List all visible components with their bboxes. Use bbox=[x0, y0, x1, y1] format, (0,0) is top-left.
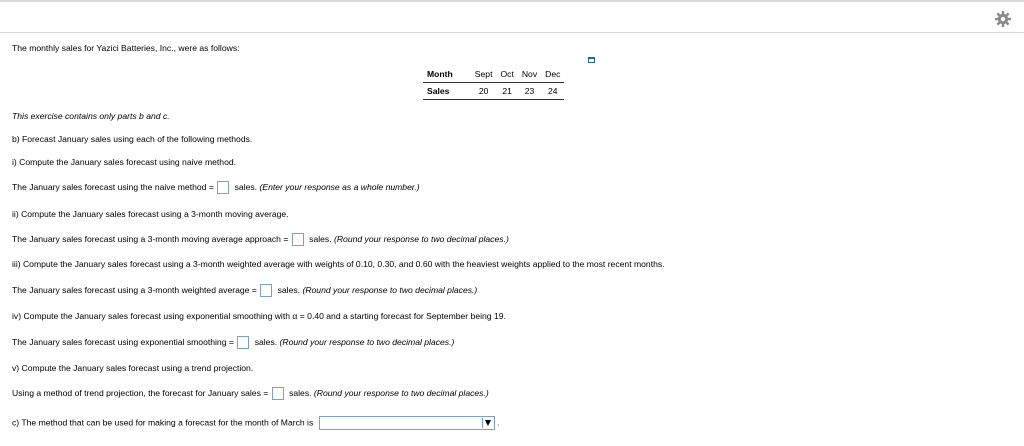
answer-hint: (Enter your response as a whole number.) bbox=[259, 181, 420, 192]
answer-hint: (Round your response to two decimal places.) bbox=[302, 284, 478, 295]
sales-cell: 20 bbox=[471, 83, 497, 100]
answer-label: The January sales forecast using a 3-month weighted average = bbox=[12, 284, 257, 295]
month-header: Month bbox=[423, 66, 471, 83]
answer-unit: sales. bbox=[309, 233, 332, 244]
answer-line-exponential-smoothing bbox=[12, 336, 454, 349]
answer-label: The January sales forecast using a 3-month moving average approach = bbox=[12, 233, 289, 244]
march-method-select[interactable] bbox=[319, 416, 495, 430]
answer-label: The January sales forecast using the naive method = bbox=[12, 181, 214, 192]
table-row bbox=[423, 66, 564, 83]
naive-answer-input[interactable] bbox=[217, 181, 229, 194]
answer-line-moving-average bbox=[12, 233, 509, 246]
sales-header: Sales bbox=[423, 83, 471, 100]
month-cell: Dec bbox=[541, 66, 564, 83]
sales-cell: 24 bbox=[541, 83, 564, 100]
table-row bbox=[423, 83, 564, 100]
sales-table bbox=[423, 66, 564, 100]
dropdown-arrow-icon[interactable] bbox=[482, 418, 493, 428]
month-cell: Sept bbox=[471, 66, 497, 83]
answer-line-trend-projection bbox=[12, 387, 489, 400]
sales-cell: 21 bbox=[496, 83, 517, 100]
part-c-question: c) The method that can be used for making a forecast for the month of March is bbox=[12, 417, 314, 428]
month-cell: Nov bbox=[518, 66, 541, 83]
top-toolbar bbox=[0, 0, 1024, 33]
moving-average-answer-input[interactable] bbox=[292, 233, 304, 246]
answer-unit: sales. bbox=[289, 387, 312, 398]
question-exponential-smoothing: iv) Compute the January sales forecast using exponential smoothing with α = 0.40 and a starting forecast for September being 19. bbox=[12, 311, 506, 321]
answer-line-naive bbox=[12, 181, 420, 194]
answer-hint: (Round your response to two decimal places.) bbox=[333, 233, 509, 244]
intro-text: The monthly sales for Yazici Batteries, Inc., were as follows: bbox=[12, 43, 240, 53]
question-trend-projection: v) Compute the January sales forecast using a trend projection. bbox=[12, 363, 254, 373]
answer-label: The January sales forecast using exponential smoothing = bbox=[12, 336, 234, 347]
answer-hint: (Round your response to two decimal places.) bbox=[279, 336, 455, 347]
answer-unit: sales. bbox=[277, 284, 301, 295]
exercise-note: This exercise contains only parts b and c. bbox=[12, 111, 170, 121]
answer-line-weighted-average bbox=[12, 284, 477, 297]
answer-hint: (Round your response to two decimal places.) bbox=[313, 387, 489, 398]
part-c-line bbox=[12, 416, 499, 430]
answer-unit: sales. bbox=[254, 336, 278, 347]
month-cell: Oct bbox=[496, 66, 517, 83]
answer-label: Using a method of trend projection, the forecast for January sales = bbox=[12, 387, 269, 398]
gear-icon[interactable] bbox=[994, 10, 1012, 28]
trend-projection-answer-input[interactable] bbox=[272, 387, 284, 400]
sentence-end: . bbox=[497, 417, 500, 428]
part-b-heading: b) Forecast January sales using each of the following methods. bbox=[12, 134, 253, 144]
question-naive: i) Compute the January sales forecast using naive method. bbox=[12, 157, 237, 167]
question-moving-average: ii) Compute the January sales forecast using a 3-month moving average. bbox=[12, 209, 289, 219]
exponential-smoothing-answer-input[interactable] bbox=[237, 336, 249, 349]
table-icon[interactable] bbox=[588, 56, 596, 63]
answer-unit: sales. bbox=[234, 181, 258, 192]
weighted-average-answer-input[interactable] bbox=[260, 284, 272, 297]
sales-cell: 23 bbox=[518, 83, 541, 100]
question-weighted-average: iii) Compute the January sales forecast using a 3-month weighted average with weights of 0.10, 0.30, and 0.60 with the heaviest weights applied to the most recent months. bbox=[12, 259, 665, 269]
